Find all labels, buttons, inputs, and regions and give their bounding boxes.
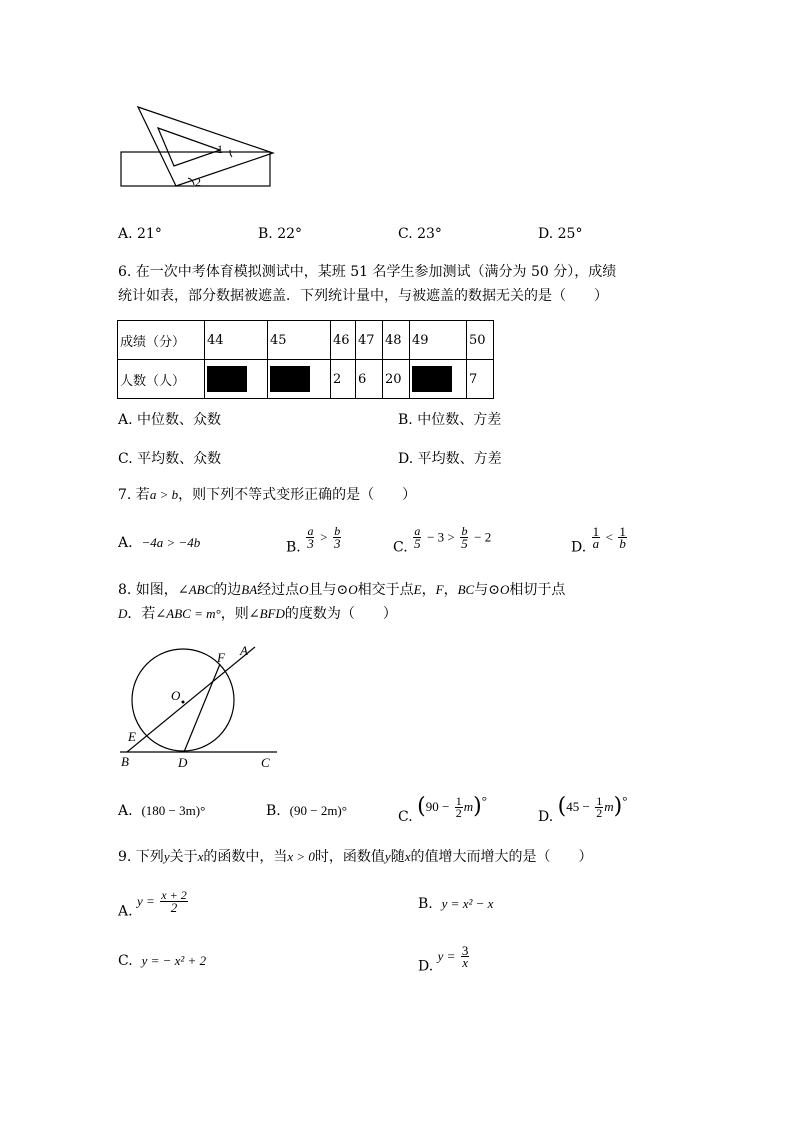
- frac-denominator: 3: [333, 536, 341, 551]
- math-run: E: [413, 582, 422, 597]
- table-cell: [410, 360, 467, 399]
- frac-numerator: 1: [619, 524, 626, 539]
- q7-option-d: [571, 526, 628, 557]
- q7-option-c: [393, 526, 491, 557]
- masked-data-block: [207, 366, 247, 392]
- option-label: D.: [538, 809, 554, 825]
- expression-middle: − 3 >: [427, 529, 455, 545]
- q8-a-expression: (180 − 3m)°: [141, 803, 206, 818]
- math-run: x > 0: [287, 849, 315, 864]
- q7-option-b: [286, 526, 342, 557]
- q8-option-c: C. (90 − $\frac{1}{2}$ m)°: [398, 793, 487, 825]
- frac-denominator: x: [462, 955, 469, 970]
- text-run: ．若: [127, 606, 156, 622]
- point-label-C: C: [261, 755, 270, 770]
- masked-data-block: [412, 366, 452, 392]
- expression-part: m: [604, 799, 614, 814]
- expression-part: y =: [137, 893, 155, 909]
- frac-denominator: 2: [596, 805, 603, 820]
- text-run: 9. 下列: [118, 849, 164, 865]
- q6-score-table: [117, 320, 494, 399]
- table-row: [118, 360, 494, 399]
- text-run: ，: [443, 582, 458, 598]
- q6-option-c: C. 平均数、众数: [118, 451, 222, 467]
- q8-stem-line2: [118, 605, 397, 623]
- q5-option-c: C. 23°: [398, 226, 442, 242]
- q9-b-expression: y = x² − x: [441, 896, 494, 911]
- option-label: B.: [286, 539, 301, 556]
- q5-angle-1-label: 1: [217, 142, 223, 156]
- text-run: 的度数为（ ）: [284, 606, 397, 622]
- q8-option-d: D. (45 − $\frac{1}{2}$ m)°: [538, 793, 628, 825]
- math-run: D: [118, 606, 128, 621]
- point-label-E: E: [128, 729, 136, 744]
- frac-denominator: 2: [455, 805, 462, 820]
- math-run: BC: [457, 582, 475, 597]
- table-header-cell: 人数（人）: [118, 360, 205, 399]
- expression-part: m: [463, 799, 474, 814]
- q6-stem-line2: 统计如表，部分数据被遮盖．下列统计量中，与被遮盖的数据无关的是（ ）: [118, 288, 608, 304]
- q8-circle-tangent-figure: [115, 640, 285, 772]
- q5-option-a: A. 21°: [118, 226, 162, 242]
- q5-angle-2-label: 2: [195, 175, 201, 189]
- expression-tail: − 2: [474, 529, 492, 545]
- option-label: B.: [266, 803, 281, 819]
- option-label: D.: [418, 958, 434, 975]
- text-run: 的边: [213, 582, 242, 598]
- table-cell: 48: [383, 321, 410, 360]
- frac-numerator: a: [414, 524, 421, 538]
- text-run: 且与⊙: [308, 582, 349, 598]
- text-run: 关于: [169, 849, 198, 865]
- option-label: C.: [398, 809, 413, 825]
- frac-numerator: 3: [461, 943, 469, 958]
- option-label: B.: [418, 896, 433, 912]
- math-run: ∠ABC = m°: [155, 606, 221, 621]
- option-label: D.: [571, 539, 587, 556]
- option-label: C.: [118, 953, 133, 969]
- frac-denominator: b: [619, 536, 626, 551]
- q9-stem: [118, 848, 592, 866]
- frac-numerator: b: [334, 524, 341, 538]
- text-run: 经过点: [257, 582, 300, 598]
- masked-data-block: [270, 366, 310, 392]
- text-run: 的值增大而增大的是（ ）: [410, 849, 593, 865]
- text-run: 的函数中，当: [203, 849, 288, 865]
- q7-option-a: [118, 534, 200, 552]
- table-header-cell: 成绩（分）: [118, 321, 205, 360]
- table-cell: [205, 360, 268, 399]
- text-run: ，则: [220, 606, 249, 622]
- frac-numerator: 1: [455, 793, 462, 808]
- frac-numerator: x + 2: [161, 888, 187, 902]
- frac-numerator: 1: [592, 524, 600, 539]
- math-run: F: [435, 582, 444, 597]
- degree-sign: °: [622, 793, 628, 808]
- frac-denominator: 5: [461, 536, 468, 551]
- math-run: x: [404, 849, 411, 864]
- q7-a-expression: −4a > −4b: [141, 535, 201, 550]
- q9-option-c: [118, 952, 206, 970]
- table-cell: 49: [410, 321, 467, 360]
- operator: >: [320, 529, 328, 545]
- math-run: ∠BFD: [248, 606, 285, 621]
- degree-sign: °: [481, 793, 487, 808]
- table-cell: 2: [331, 360, 356, 399]
- q6-option-a: A. 中位数、众数: [118, 412, 222, 428]
- text-run: 相切于点: [509, 582, 566, 598]
- math-run: O: [348, 582, 358, 597]
- table-cell: 20: [383, 360, 410, 399]
- table-row: [118, 321, 494, 360]
- text-run: 随: [390, 849, 405, 865]
- text-run: ，: [421, 582, 436, 598]
- q8-b-expression: (90 − 2m)°: [289, 803, 347, 818]
- q6-stem-line1: 6. 在一次中考体育模拟测试中，某班 51 名学生参加测试（满分为 50 分），成绩: [118, 264, 617, 280]
- q5-option-b: B. 22°: [258, 226, 303, 242]
- point-label-O: O: [171, 688, 181, 703]
- table-cell: 45: [268, 321, 331, 360]
- q6-option-d: D. 平均数、方差: [398, 451, 502, 467]
- q7-stem: [118, 486, 416, 504]
- point-label-B: B: [121, 754, 129, 769]
- option-label: A.: [118, 903, 133, 920]
- q7-stem-post: ，则下列不等式变形正确的是（ ）: [178, 487, 417, 503]
- q9-option-d: [418, 945, 470, 976]
- q9-option-b: [418, 895, 493, 913]
- table-cell: 50: [467, 321, 494, 360]
- expression-part: 90 −: [425, 799, 450, 814]
- text-run: 时，函数值: [314, 849, 385, 865]
- table-cell: [268, 360, 331, 399]
- table-cell: 46: [331, 321, 356, 360]
- table-cell: 47: [356, 321, 383, 360]
- frac-numerator: 1: [596, 793, 603, 808]
- q9-option-a: [118, 890, 189, 921]
- frac-numerator: b: [461, 524, 468, 538]
- option-label: C.: [393, 539, 408, 556]
- point-label-F: F: [217, 650, 225, 665]
- q7-stem-condition: a > b: [149, 487, 179, 502]
- math-run: y: [163, 849, 170, 864]
- point-label-A: A: [240, 643, 248, 658]
- math-run: BA: [241, 582, 258, 597]
- math-run: O: [299, 582, 309, 597]
- math-run: O: [499, 582, 510, 597]
- expression-part: 45 −: [566, 799, 590, 814]
- q5-option-d: D. 25°: [538, 226, 583, 242]
- text-run: 8. 如图，: [118, 582, 178, 598]
- option-label: A.: [118, 535, 133, 551]
- math-run: ∠ABC: [177, 582, 214, 597]
- math-run: x: [197, 849, 204, 864]
- frac-numerator: a: [307, 524, 314, 538]
- text-run: 相交于点: [357, 582, 414, 598]
- frac-denominator: 3: [307, 536, 314, 551]
- q8-option-a: [118, 802, 205, 820]
- expression-part: y =: [437, 948, 456, 964]
- math-run: y: [384, 849, 391, 864]
- table-cell: 44: [205, 321, 268, 360]
- q7-stem-pre: 7. 若: [118, 487, 150, 503]
- q8-option-b: [266, 802, 347, 820]
- frac-denominator: 5: [414, 536, 421, 551]
- operator: <: [605, 529, 613, 545]
- q6-option-b: B. 中位数、方差: [398, 412, 502, 428]
- q8-stem-line1: [118, 581, 565, 599]
- q5-triangle-ruler-figure: [118, 104, 283, 192]
- option-label: A.: [118, 803, 133, 819]
- q9-c-expression: y = − x² + 2: [141, 953, 207, 968]
- frac-denominator: 2: [170, 900, 178, 915]
- table-cell: 7: [467, 360, 494, 399]
- frac-denominator: a: [592, 536, 600, 551]
- table-cell: 6: [356, 360, 383, 399]
- point-label-D: D: [178, 755, 188, 770]
- text-run: 与⊙: [474, 582, 500, 598]
